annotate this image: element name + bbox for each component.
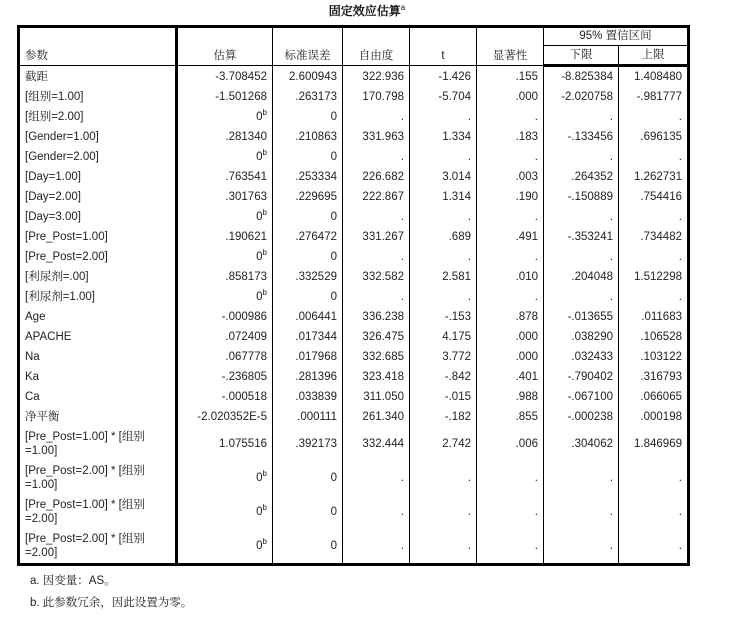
cell-t: 3.014 xyxy=(410,167,477,187)
cell-std-error: .276472 xyxy=(273,227,343,247)
footnote-marker: b xyxy=(262,503,267,513)
footnote-marker: b xyxy=(262,108,267,118)
cell-lower: .264352 xyxy=(544,167,619,187)
cell-t: . xyxy=(410,107,477,127)
cell-t: . xyxy=(410,495,477,529)
cell-estimate: -3.708452 xyxy=(177,66,273,88)
cell-param: APACHE xyxy=(19,327,177,347)
cell-sig: .000 xyxy=(477,87,544,107)
cell-df: 332.685 xyxy=(343,347,410,367)
cell-value: 0 xyxy=(256,540,263,552)
cell-t: . xyxy=(410,461,477,495)
cell-t: . xyxy=(410,529,477,565)
cell-upper: . xyxy=(619,207,689,227)
cell-sig: .855 xyxy=(477,407,544,427)
cell-param: [组别=1.00] xyxy=(19,87,177,107)
footnote-a: a. 因变量：AS。 xyxy=(30,575,116,587)
cell-upper: . xyxy=(619,461,689,495)
cell-value: 0 xyxy=(256,111,263,123)
table-row xyxy=(19,167,689,187)
cell-t: . xyxy=(410,207,477,227)
cell-upper: .316793 xyxy=(619,367,689,387)
table-row xyxy=(19,127,689,147)
cell-estimate: .072409 xyxy=(177,327,273,347)
cell-upper: -.981777 xyxy=(619,87,689,107)
cell-df: 222.867 xyxy=(343,187,410,207)
cell-t: . xyxy=(410,147,477,167)
cell-value: 0 xyxy=(256,506,263,518)
cell-upper: . xyxy=(619,495,689,529)
cell-param: Ka xyxy=(19,367,177,387)
cell-std-error: 0 xyxy=(273,147,343,167)
cell-sig: . xyxy=(477,529,544,565)
header-df: 自由度 xyxy=(343,27,410,66)
cell-estimate: -.000986 xyxy=(177,307,273,327)
cell-sig: .401 xyxy=(477,367,544,387)
fixed-effects-table xyxy=(17,25,690,566)
cell-param: [Pre_Post=2.00] xyxy=(19,247,177,267)
cell-std-error: .263173 xyxy=(273,87,343,107)
cell-sig: .000 xyxy=(477,327,544,347)
cell-df: 332.444 xyxy=(343,427,410,461)
cell-param: 净平衡 xyxy=(19,407,177,427)
cell-lower: .038290 xyxy=(544,327,619,347)
cell-estimate: 1.075516 xyxy=(177,427,273,461)
cell-sig: .988 xyxy=(477,387,544,407)
cell-estimate xyxy=(177,207,273,227)
cell-lower: -.353241 xyxy=(544,227,619,247)
cell-lower: -.150889 xyxy=(544,187,619,207)
cell-param: [Pre_Post=2.00] * [组别=1.00] xyxy=(19,461,177,495)
cell-lower: . xyxy=(544,247,619,267)
cell-value: 0 xyxy=(256,291,263,303)
cell-lower: .032433 xyxy=(544,347,619,367)
header-t: t xyxy=(410,27,477,66)
cell-df: . xyxy=(343,495,410,529)
cell-estimate xyxy=(177,287,273,307)
cell-estimate xyxy=(177,247,273,267)
table-row xyxy=(19,327,689,347)
cell-param: 截距 xyxy=(19,66,177,88)
cell-t: . xyxy=(410,287,477,307)
cell-value: 0 xyxy=(256,251,263,263)
cell-std-error: 0 xyxy=(273,287,343,307)
cell-t: 3.772 xyxy=(410,347,477,367)
table-row xyxy=(19,267,689,287)
cell-upper: .754416 xyxy=(619,187,689,207)
table-row xyxy=(19,66,689,88)
cell-param: [Gender=1.00] xyxy=(19,127,177,147)
cell-value: 0 xyxy=(256,472,263,484)
cell-lower: .204048 xyxy=(544,267,619,287)
cell-df: 311.050 xyxy=(343,387,410,407)
footnote-marker: b xyxy=(262,288,267,298)
cell-lower: .304062 xyxy=(544,427,619,461)
cell-df: 331.963 xyxy=(343,127,410,147)
table-row xyxy=(19,307,689,327)
cell-df: 261.340 xyxy=(343,407,410,427)
cell-estimate: .858173 xyxy=(177,267,273,287)
cell-upper: 1.408480 xyxy=(619,66,689,88)
cell-estimate xyxy=(177,147,273,167)
cell-estimate xyxy=(177,461,273,495)
cell-upper: .000198 xyxy=(619,407,689,427)
cell-param: [Day=3.00] xyxy=(19,207,177,227)
cell-lower: . xyxy=(544,495,619,529)
cell-sig: . xyxy=(477,461,544,495)
cell-t: -.182 xyxy=(410,407,477,427)
cell-estimate: .763541 xyxy=(177,167,273,187)
table-row xyxy=(19,347,689,367)
cell-estimate: .190621 xyxy=(177,227,273,247)
cell-param: [组别=2.00] xyxy=(19,107,177,127)
cell-value: 0 xyxy=(256,151,263,163)
table-title xyxy=(0,2,734,19)
table-row xyxy=(19,207,689,227)
table-title-text: 固定效应估算 xyxy=(328,4,401,18)
footnote-marker: b xyxy=(262,537,267,547)
header-param: 参数 xyxy=(19,27,177,66)
table-row xyxy=(19,529,689,565)
cell-sig: .183 xyxy=(477,127,544,147)
footnote-marker: b xyxy=(262,469,267,479)
cell-df: . xyxy=(343,107,410,127)
cell-sig: . xyxy=(477,287,544,307)
cell-sig: .155 xyxy=(477,66,544,88)
cell-lower: . xyxy=(544,287,619,307)
cell-std-error: 0 xyxy=(273,529,343,565)
cell-t: -.153 xyxy=(410,307,477,327)
footnote-marker: b xyxy=(262,148,267,158)
cell-param: [利尿剂=1.00] xyxy=(19,287,177,307)
cell-estimate: .281340 xyxy=(177,127,273,147)
table-row xyxy=(19,407,689,427)
cell-t: 1.334 xyxy=(410,127,477,147)
cell-param: [Day=2.00] xyxy=(19,187,177,207)
cell-upper: .696135 xyxy=(619,127,689,147)
cell-sig: .878 xyxy=(477,307,544,327)
cell-std-error: .017968 xyxy=(273,347,343,367)
cell-sig: .010 xyxy=(477,267,544,287)
cell-upper: 1.512298 xyxy=(619,267,689,287)
cell-sig: . xyxy=(477,207,544,227)
table-row xyxy=(19,247,689,267)
table-row xyxy=(19,107,689,127)
cell-std-error: 0 xyxy=(273,495,343,529)
cell-param: [Gender=2.00] xyxy=(19,147,177,167)
table-row xyxy=(19,461,689,495)
cell-sig: .190 xyxy=(477,187,544,207)
cell-t: -.842 xyxy=(410,367,477,387)
cell-upper: . xyxy=(619,107,689,127)
cell-std-error: .033839 xyxy=(273,387,343,407)
cell-estimate xyxy=(177,529,273,565)
cell-std-error: .006441 xyxy=(273,307,343,327)
cell-std-error: .281396 xyxy=(273,367,343,387)
cell-lower: . xyxy=(544,147,619,167)
cell-df: . xyxy=(343,207,410,227)
cell-std-error: .332529 xyxy=(273,267,343,287)
cell-upper: .106528 xyxy=(619,327,689,347)
cell-lower: -.000238 xyxy=(544,407,619,427)
cell-upper: . xyxy=(619,247,689,267)
cell-df: . xyxy=(343,461,410,495)
header-ci-group: 95% 置信区间 xyxy=(544,27,689,46)
cell-sig: . xyxy=(477,495,544,529)
cell-df: . xyxy=(343,287,410,307)
cell-param: [Pre_Post=2.00] * [组别=2.00] xyxy=(19,529,177,565)
cell-lower: -.790402 xyxy=(544,367,619,387)
cell-estimate: -.236805 xyxy=(177,367,273,387)
cell-lower: . xyxy=(544,207,619,227)
cell-std-error: 0 xyxy=(273,461,343,495)
table-row xyxy=(19,427,689,461)
footnotes xyxy=(30,570,192,614)
cell-std-error: 2.600943 xyxy=(273,66,343,88)
cell-lower: . xyxy=(544,107,619,127)
cell-df: . xyxy=(343,247,410,267)
footnote-marker: b xyxy=(262,208,267,218)
cell-estimate xyxy=(177,107,273,127)
cell-upper: .066065 xyxy=(619,387,689,407)
cell-estimate xyxy=(177,495,273,529)
cell-sig: .000 xyxy=(477,347,544,367)
cell-lower: . xyxy=(544,529,619,565)
cell-t: .689 xyxy=(410,227,477,247)
cell-std-error: .210863 xyxy=(273,127,343,147)
table-row xyxy=(19,187,689,207)
table-row xyxy=(19,87,689,107)
cell-df: . xyxy=(343,529,410,565)
cell-df: 336.238 xyxy=(343,307,410,327)
cell-t: -1.426 xyxy=(410,66,477,88)
cell-df: 322.936 xyxy=(343,66,410,88)
cell-sig: . xyxy=(477,107,544,127)
footnote-marker: b xyxy=(262,248,267,258)
cell-df: 226.682 xyxy=(343,167,410,187)
cell-std-error: .253334 xyxy=(273,167,343,187)
cell-param: [Day=1.00] xyxy=(19,167,177,187)
header-estimate: 估算 xyxy=(177,27,273,66)
cell-estimate: -1.501268 xyxy=(177,87,273,107)
header-std-error: 标准误差 xyxy=(273,27,343,66)
cell-upper: .103122 xyxy=(619,347,689,367)
cell-t: 1.314 xyxy=(410,187,477,207)
cell-t: 2.742 xyxy=(410,427,477,461)
cell-std-error: .017344 xyxy=(273,327,343,347)
cell-lower: -.133456 xyxy=(544,127,619,147)
table-row xyxy=(19,287,689,307)
cell-t: -5.704 xyxy=(410,87,477,107)
cell-std-error: .229695 xyxy=(273,187,343,207)
cell-upper: 1.846969 xyxy=(619,427,689,461)
cell-std-error: .000111 xyxy=(273,407,343,427)
cell-sig: . xyxy=(477,147,544,167)
footnote-b: b. 此参数冗余，因此设置为零。 xyxy=(30,597,193,609)
cell-lower: -2.020758 xyxy=(544,87,619,107)
cell-estimate: -.000518 xyxy=(177,387,273,407)
cell-param: Ca xyxy=(19,387,177,407)
cell-param: [Pre_Post=1.00] xyxy=(19,227,177,247)
cell-param: Na xyxy=(19,347,177,367)
table-row xyxy=(19,147,689,167)
cell-value: 0 xyxy=(256,211,263,223)
cell-df: . xyxy=(343,147,410,167)
cell-t: 4.175 xyxy=(410,327,477,347)
table-row xyxy=(19,495,689,529)
table-row xyxy=(19,387,689,407)
cell-param: [Pre_Post=1.00] * [组别=1.00] xyxy=(19,427,177,461)
cell-lower: . xyxy=(544,461,619,495)
cell-upper: 1.262731 xyxy=(619,167,689,187)
cell-std-error: 0 xyxy=(273,207,343,227)
cell-upper: .734482 xyxy=(619,227,689,247)
table-row xyxy=(19,367,689,387)
cell-sig: . xyxy=(477,247,544,267)
cell-param: Age xyxy=(19,307,177,327)
cell-t: 2.581 xyxy=(410,267,477,287)
header-sig: 显著性 xyxy=(477,27,544,66)
cell-df: 170.798 xyxy=(343,87,410,107)
cell-upper: . xyxy=(619,529,689,565)
cell-df: 326.475 xyxy=(343,327,410,347)
cell-df: 332.582 xyxy=(343,267,410,287)
cell-lower: -.013655 xyxy=(544,307,619,327)
cell-t: -.015 xyxy=(410,387,477,407)
table-body xyxy=(19,66,689,565)
cell-param: [Pre_Post=1.00] * [组别=2.00] xyxy=(19,495,177,529)
cell-std-error: 0 xyxy=(273,107,343,127)
table-row xyxy=(19,227,689,247)
cell-lower: -.067100 xyxy=(544,387,619,407)
cell-param: [利尿剂=.00] xyxy=(19,267,177,287)
cell-std-error: .392173 xyxy=(273,427,343,461)
cell-lower: -8.825384 xyxy=(544,66,619,88)
cell-estimate: .067778 xyxy=(177,347,273,367)
cell-df: 323.418 xyxy=(343,367,410,387)
cell-estimate: -2.020352E-5 xyxy=(177,407,273,427)
header-ci-upper: 上限 xyxy=(619,46,689,66)
cell-upper: .011683 xyxy=(619,307,689,327)
cell-estimate: .301763 xyxy=(177,187,273,207)
cell-sig: .491 xyxy=(477,227,544,247)
cell-t: . xyxy=(410,247,477,267)
header-ci-lower: 下限 xyxy=(544,46,619,66)
cell-df: 331.267 xyxy=(343,227,410,247)
cell-sig: .006 xyxy=(477,427,544,461)
title-footnote-marker: a xyxy=(400,3,406,12)
cell-sig: .003 xyxy=(477,167,544,187)
cell-std-error: 0 xyxy=(273,247,343,267)
cell-upper: . xyxy=(619,287,689,307)
cell-upper: . xyxy=(619,147,689,167)
